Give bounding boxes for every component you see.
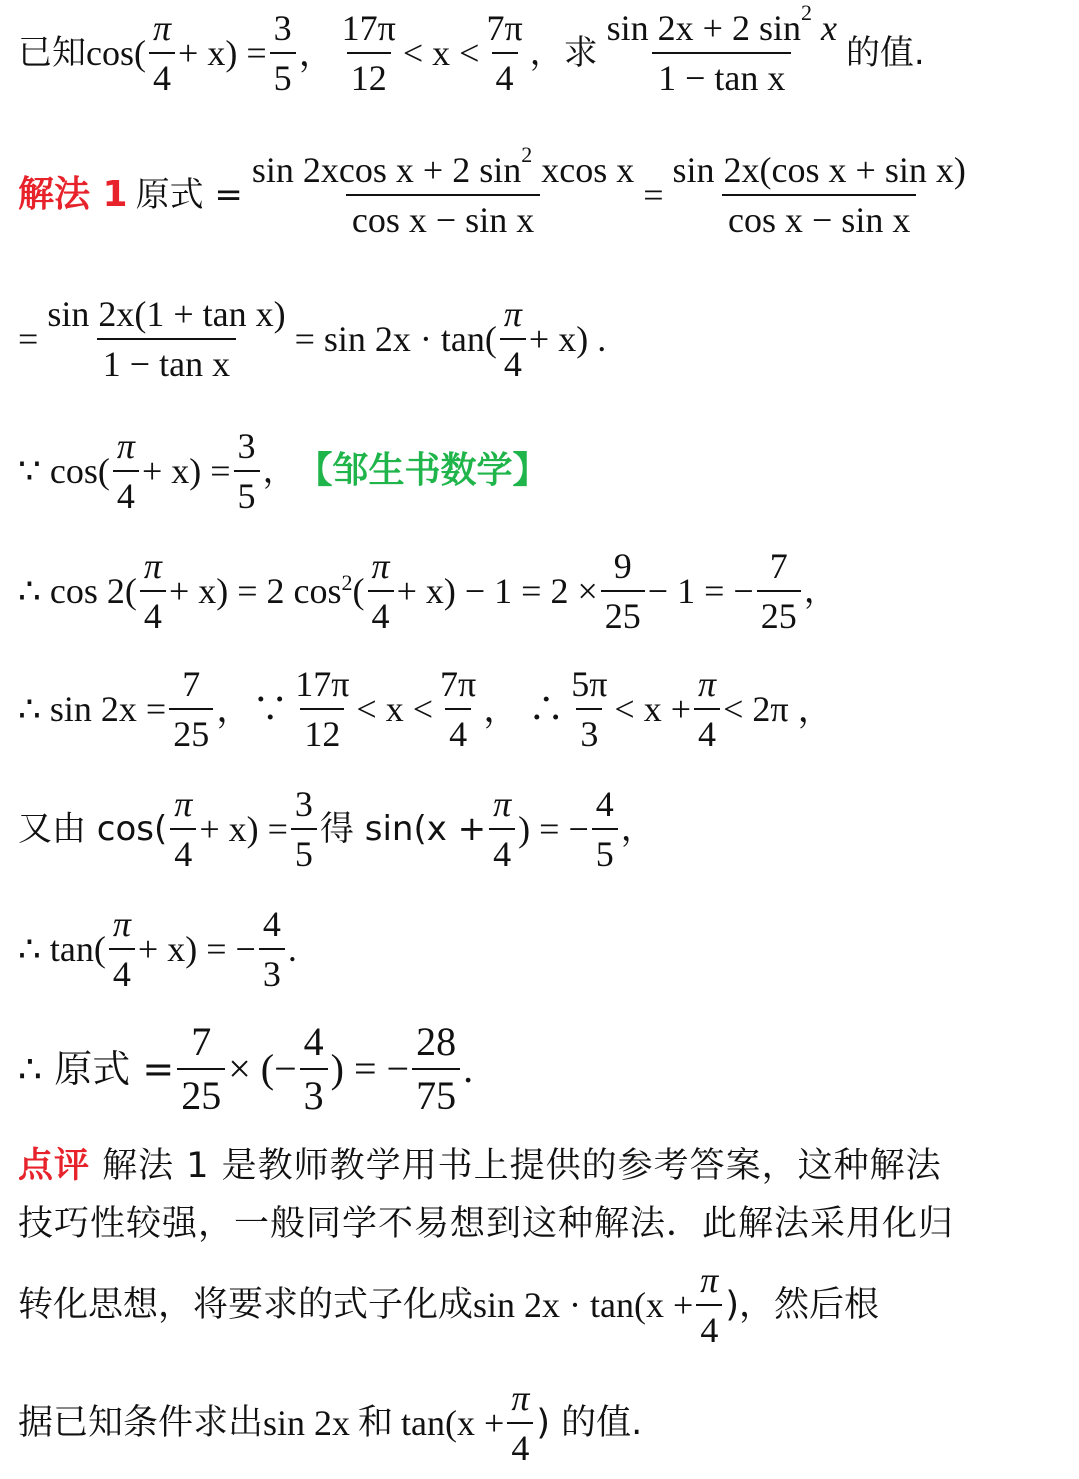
comment-line2 bbox=[18, 1196, 1063, 1246]
denominator: 4 bbox=[492, 52, 518, 96]
comment-line1 bbox=[18, 1138, 1063, 1188]
de-sin: 得 sin(x + bbox=[319, 809, 487, 849]
denominator: 4 bbox=[445, 708, 471, 752]
period: . bbox=[463, 1046, 474, 1091]
comment-text-2: 技巧性较强，一般同学不易想到这种解法．此解法采用化归 bbox=[18, 1204, 955, 1244]
fraction-pi-over-4 bbox=[368, 548, 394, 634]
fraction-3-5 bbox=[291, 786, 317, 872]
fraction-pi-over-4 bbox=[140, 548, 166, 634]
plus-x-eq: + x) = bbox=[199, 809, 288, 849]
numerator: π bbox=[143, 546, 162, 586]
final-lead: ∴ 原式 = bbox=[18, 1047, 175, 1091]
x-plus: < x + bbox=[614, 689, 692, 729]
fraction-17pi-12 bbox=[338, 10, 400, 96]
denominator: 3 bbox=[259, 948, 285, 992]
comment-line4 bbox=[18, 1380, 642, 1466]
numerator: 17π bbox=[295, 664, 350, 704]
denominator: 4 bbox=[149, 52, 175, 96]
comma: ， bbox=[298, 33, 335, 73]
fraction-9-25 bbox=[601, 548, 645, 634]
denominator: 25 bbox=[757, 590, 801, 634]
numerator: π bbox=[698, 664, 717, 704]
fraction-28-75 bbox=[412, 1019, 460, 1118]
numerator: π bbox=[700, 1260, 719, 1300]
sin2x-lead: ∴ sin 2x = bbox=[18, 689, 167, 729]
numerator-text: sin 2x + 2 sin bbox=[606, 8, 801, 48]
fraction-3-5 bbox=[270, 10, 296, 96]
youyou-line bbox=[18, 786, 655, 872]
numerator: π bbox=[174, 784, 193, 824]
numerator: 7 bbox=[769, 546, 788, 586]
problem-tail: 的值. bbox=[845, 33, 925, 73]
numerator: 3 bbox=[273, 8, 292, 48]
lt-2pi: < 2π ， bbox=[723, 689, 834, 729]
denominator: 5 bbox=[270, 52, 296, 96]
comma: ， bbox=[262, 451, 297, 491]
therefore: ， ∴ bbox=[483, 689, 565, 729]
fraction-7pi-4 bbox=[482, 10, 526, 96]
fraction-pi-over-4 bbox=[507, 1380, 533, 1466]
denominator: 4 bbox=[489, 828, 515, 872]
denominator: cos x − sin x bbox=[722, 194, 916, 238]
denominator: 12 bbox=[300, 708, 344, 752]
method1-line2 bbox=[18, 296, 606, 382]
numerator: π bbox=[493, 784, 512, 824]
denominator: 25 bbox=[601, 590, 645, 634]
cos-func: cos( bbox=[86, 33, 146, 73]
method1-label: 解法 1 bbox=[18, 174, 128, 215]
numerator: π bbox=[152, 8, 172, 48]
tan-lead: ∴ tan( bbox=[18, 929, 106, 969]
numerator: π bbox=[503, 294, 522, 334]
cos2-lead: ∴ cos 2( bbox=[18, 571, 137, 611]
equals: = bbox=[18, 319, 39, 359]
numerator: 7 bbox=[191, 1019, 212, 1064]
because2: ，∵ bbox=[216, 689, 289, 729]
equals: = bbox=[643, 175, 664, 215]
numerator: 9 bbox=[613, 546, 632, 586]
plus-x-eq: + x) = bbox=[141, 451, 231, 491]
denominator: 4 bbox=[507, 1422, 533, 1466]
numerator bbox=[601, 0, 843, 52]
final-line bbox=[18, 1019, 474, 1118]
comment-math-4a: sin 2x bbox=[263, 1403, 351, 1443]
fraction-5pi-3 bbox=[567, 666, 611, 752]
comment-line3 bbox=[18, 1262, 879, 1348]
problem-line bbox=[18, 0, 925, 98]
fraction-step3 bbox=[41, 296, 291, 382]
denominator: 25 bbox=[177, 1068, 225, 1116]
comment-he: 和 bbox=[358, 1402, 394, 1443]
times-paren: × (− bbox=[228, 1046, 297, 1091]
numerator: 4 bbox=[262, 904, 281, 944]
denominator: cos x − sin x bbox=[346, 194, 540, 238]
fraction-4-3 bbox=[259, 906, 285, 992]
fraction-pi-over-4 bbox=[170, 786, 196, 872]
denominator: 4 bbox=[140, 590, 166, 634]
fraction-pi-over-4 bbox=[113, 428, 139, 514]
denominator: 3 bbox=[576, 708, 602, 752]
numerator: 5π bbox=[571, 664, 608, 704]
denominator: 3 bbox=[300, 1068, 328, 1116]
fraction-7pi-4 bbox=[436, 666, 480, 752]
numerator: π bbox=[371, 546, 390, 586]
tan-line bbox=[18, 906, 297, 992]
denominator: 5 bbox=[291, 828, 317, 872]
cos2-mid3: + x) − 1 = 2 × bbox=[396, 571, 598, 611]
period: . bbox=[287, 929, 297, 969]
denominator: 5 bbox=[592, 828, 618, 872]
denominator: 4 bbox=[170, 828, 196, 872]
minus-one: − 1 = − bbox=[647, 571, 754, 611]
comment-label: 点评 bbox=[18, 1146, 91, 1186]
square: 2 bbox=[800, 0, 812, 25]
denominator: 4 bbox=[113, 470, 139, 514]
comment-text-4b: ) 的值. bbox=[536, 1402, 643, 1443]
tail: + x) . bbox=[528, 319, 607, 359]
sin2x-line bbox=[18, 666, 834, 752]
fraction-3-5 bbox=[234, 428, 260, 514]
denominator: 1 − tan x bbox=[652, 52, 791, 96]
fraction-pi-over-4 bbox=[109, 906, 135, 992]
fraction-7-25 bbox=[169, 666, 213, 752]
denominator: 12 bbox=[347, 52, 391, 96]
method1-line1 bbox=[18, 142, 975, 240]
square: 2 bbox=[341, 570, 353, 595]
numerator bbox=[246, 142, 640, 194]
youyou: 又由 cos( bbox=[18, 809, 168, 849]
paren: ( bbox=[352, 571, 365, 611]
comment-text-1: 解法 1 是教师教学用书上提供的参考答案，这种解法 bbox=[102, 1146, 942, 1186]
problem-lead: 已知 bbox=[18, 33, 86, 73]
denominator: 75 bbox=[412, 1068, 460, 1116]
fraction-step1 bbox=[246, 142, 640, 240]
numerator: 3 bbox=[294, 784, 313, 824]
plus-x-eq: + x) = bbox=[178, 33, 267, 73]
comment-math-3: sin 2x · tan(x + bbox=[473, 1285, 694, 1325]
tan-mid: + x) = − bbox=[137, 929, 256, 969]
numerator: 7π bbox=[440, 664, 477, 704]
numerator: π bbox=[112, 904, 131, 944]
var-x: x bbox=[820, 8, 837, 48]
denominator: 4 bbox=[500, 338, 526, 382]
denominator: 5 bbox=[234, 470, 260, 514]
square: 2 bbox=[521, 142, 533, 167]
fraction-7-25 bbox=[177, 1019, 225, 1118]
denominator: 4 bbox=[368, 590, 394, 634]
because-cos: ∵ cos( bbox=[18, 451, 110, 491]
fraction-pi-over-4 bbox=[489, 786, 515, 872]
minus-eq: ) = − bbox=[518, 809, 589, 849]
yuanshi: 原式 = bbox=[135, 175, 243, 215]
num-a: sin 2xcos x + 2 sin bbox=[251, 150, 522, 190]
numerator: 28 bbox=[416, 1019, 457, 1064]
fraction-4-5 bbox=[592, 786, 618, 872]
fraction-4-3 bbox=[300, 1019, 328, 1118]
comment-text-3b: )，然后根 bbox=[725, 1284, 879, 1325]
because-line bbox=[18, 428, 549, 514]
comma: ， bbox=[620, 809, 655, 849]
sin2x-tan: = sin 2x · tan( bbox=[294, 319, 497, 359]
numerator: 7π bbox=[486, 8, 523, 48]
numerator: 3 bbox=[237, 426, 256, 466]
denominator: 1 − tan x bbox=[97, 338, 236, 382]
comment-text-3a: 转化思想，将要求的式子化成 bbox=[18, 1284, 474, 1325]
comma: ， bbox=[803, 571, 838, 611]
numerator: sin 2x(cos x + sin x) bbox=[672, 150, 966, 190]
numerator: 4 bbox=[595, 784, 614, 824]
qiu: ，求 bbox=[529, 33, 598, 73]
denominator: 4 bbox=[694, 708, 720, 752]
fraction-17pi-12 bbox=[291, 666, 353, 752]
fraction-pi-over-4 bbox=[696, 1262, 722, 1348]
cos2-mid: + x) = 2 cos bbox=[168, 571, 342, 611]
numerator: 4 bbox=[303, 1019, 324, 1064]
numerator: 17π bbox=[341, 8, 396, 48]
numerator: π bbox=[511, 1378, 530, 1418]
fraction-step2 bbox=[667, 152, 972, 238]
fraction-pi-over-4 bbox=[149, 10, 175, 96]
comment-text-4a: 据已知条件求出 bbox=[18, 1402, 264, 1443]
denominator: 4 bbox=[696, 1304, 722, 1348]
denominator: 25 bbox=[169, 708, 213, 752]
fraction-pi-over-4 bbox=[500, 296, 526, 382]
inequality: < x < bbox=[402, 33, 480, 73]
fraction-pi-over-4 bbox=[694, 666, 720, 752]
cos2-line bbox=[18, 548, 838, 634]
target-expression bbox=[601, 0, 843, 98]
comment-math-4b: tan(x + bbox=[401, 1403, 505, 1443]
final-mid: ) = − bbox=[330, 1046, 410, 1091]
fraction-7-25 bbox=[757, 548, 801, 634]
numerator: 7 bbox=[182, 664, 201, 704]
inequality: < x < bbox=[356, 689, 434, 729]
brand-watermark: 【邹生书数学】 bbox=[296, 450, 549, 491]
numerator: π bbox=[116, 426, 135, 466]
num-b: xcos x bbox=[541, 150, 635, 190]
numerator: sin 2x(1 + tan x) bbox=[47, 294, 286, 334]
denominator: 4 bbox=[109, 948, 135, 992]
